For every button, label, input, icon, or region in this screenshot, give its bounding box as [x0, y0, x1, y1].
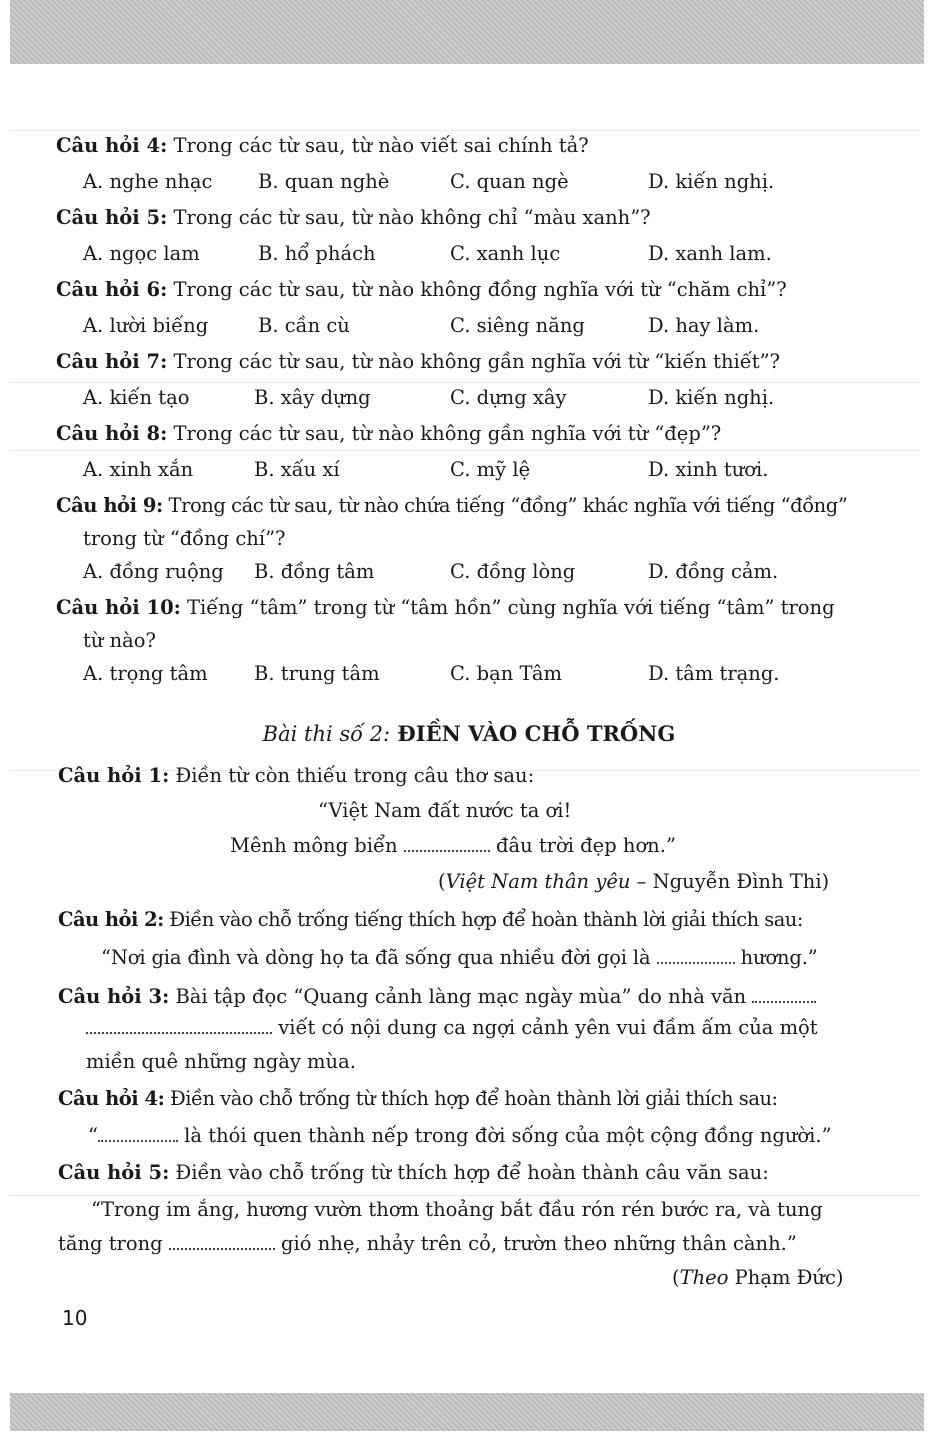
fill-question-3: Câu hỏi 3: Bài tập đọc “Quang cảnh làng mạc ngày mùa” do nhà văn: [58, 985, 816, 1009]
question-7: Câu hỏi 7: Trong các từ sau, từ nào không gần nghĩa với từ “kiến thiết”?: [56, 350, 781, 373]
option-b: B. quan nghè: [258, 170, 390, 193]
fill-question-3-line-2: viết có nội dung ca ngợi cảnh yên vui đầm ấm của một: [86, 1016, 818, 1040]
page-number: 10: [62, 1306, 88, 1330]
option-d: D. hay làm.: [648, 314, 760, 337]
fill-question-2: Câu hỏi 2: Điền vào chỗ trống tiếng thích hợp để hoàn thành lời giải thích sau:: [58, 908, 803, 931]
fill-question-4: Câu hỏi 4: Điền vào chỗ trống từ thích hợp để hoàn thành lời giải thích sau:: [58, 1087, 778, 1110]
blank-line[interactable]: [169, 1236, 275, 1250]
blank-line[interactable]: [86, 1020, 272, 1034]
option-c: C. quan ngè: [450, 170, 569, 193]
fill-question-2-sentence: “Nơi gia đình và dòng họ ta đã sống qua nhiều đời gọi là hương.”: [101, 946, 818, 969]
option-b: B. xấu xí: [254, 458, 340, 481]
blank-line[interactable]: [98, 1128, 178, 1142]
fill-question-5-line-1: “Trong im ắng, hương vườn thơm thoảng bắt đầu rón rén bước ra, và tung: [91, 1198, 823, 1221]
option-c: C. mỹ lệ: [450, 458, 531, 481]
option-c: C. xanh lục: [450, 242, 561, 265]
option-c: C. bạn Tâm: [450, 662, 563, 685]
passage-source: (Theo Phạm Đức): [672, 1266, 844, 1289]
question-10-continued: từ nào?: [83, 629, 156, 652]
option-d: D. xanh lam.: [648, 242, 772, 265]
option-d: D. kiến nghị.: [648, 170, 775, 193]
option-a: A. đồng ruộng: [83, 560, 224, 583]
blank-line[interactable]: [657, 950, 735, 964]
fill-question-1: Câu hỏi 1: Điền từ còn thiếu trong câu thơ sau:: [58, 764, 535, 787]
option-d: D. xinh tươi.: [648, 458, 769, 481]
option-a: A. lười biếng: [83, 314, 209, 337]
section-title: Bài thi số 2: ĐIỀN VÀO CHỖ TRỐNG: [262, 721, 676, 746]
fill-question-3-line-3: miền quê những ngày mùa.: [86, 1050, 356, 1073]
question-8: Câu hỏi 8: Trong các từ sau, từ nào không gần nghĩa với từ “đẹp”?: [56, 422, 722, 445]
fill-question-5: Câu hỏi 5: Điền vào chỗ trống từ thích hợp để hoàn thành câu văn sau:: [58, 1161, 769, 1184]
option-c: C. đồng lòng: [450, 560, 576, 583]
question-4: Câu hỏi 4: Trong các từ sau, từ nào viết sai chính tả?: [56, 134, 589, 157]
option-d: D. kiến nghị.: [648, 386, 775, 409]
fill-question-5-line-2: tăng trong gió nhẹ, nhảy trên cỏ, trườn theo những thân cành.”: [58, 1232, 797, 1255]
option-a: A. nghe nhạc: [83, 170, 213, 193]
option-b: B. cần cù: [258, 314, 350, 337]
poem-source: (Việt Nam thân yêu – Nguyễn Đình Thi): [438, 870, 830, 893]
option-d: D. đồng cảm.: [648, 560, 779, 583]
option-b: B. hổ phách: [258, 242, 376, 265]
question-10: Câu hỏi 10: Tiếng “tâm” trong từ “tâm hồn” cùng nghĩa với tiếng “tâm” trong: [56, 596, 835, 619]
option-b: B. xây dựng: [254, 386, 371, 409]
question-9: Câu hỏi 9: Trong các từ sau, từ nào chứa tiếng “đồng” khác nghĩa với tiếng “đồng”: [56, 494, 848, 517]
option-d: D. tâm trạng.: [648, 662, 780, 685]
option-a: A. trọng tâm: [83, 662, 208, 685]
option-b: B. đồng tâm: [254, 560, 375, 583]
blank-line[interactable]: [404, 838, 490, 852]
blank-line[interactable]: [752, 989, 816, 1003]
fill-question-4-sentence: “ là thói quen thành nếp trong đời sống của một cộng đồng người.”: [88, 1124, 832, 1147]
question-6: Câu hỏi 6: Trong các từ sau, từ nào không đồng nghĩa với từ “chăm chỉ”?: [56, 278, 787, 301]
option-b: B. trung tâm: [254, 662, 380, 685]
question-5: Câu hỏi 5: Trong các từ sau, từ nào không chỉ “màu xanh”?: [56, 206, 651, 229]
option-a: A. xinh xắn: [83, 458, 194, 481]
option-a: A. ngọc lam: [83, 242, 200, 265]
question-9-continued: trong từ “đồng chí”?: [83, 527, 286, 550]
option-c: C. siêng năng: [450, 314, 585, 337]
option-a: A. kiến tạo: [83, 386, 190, 409]
poem-line-2: Mênh mông biển đâu trời đẹp hơn.”: [230, 834, 676, 857]
option-c: C. dựng xây: [450, 386, 567, 409]
poem-line-1: “Việt Nam đất nước ta ơi!: [318, 799, 572, 822]
